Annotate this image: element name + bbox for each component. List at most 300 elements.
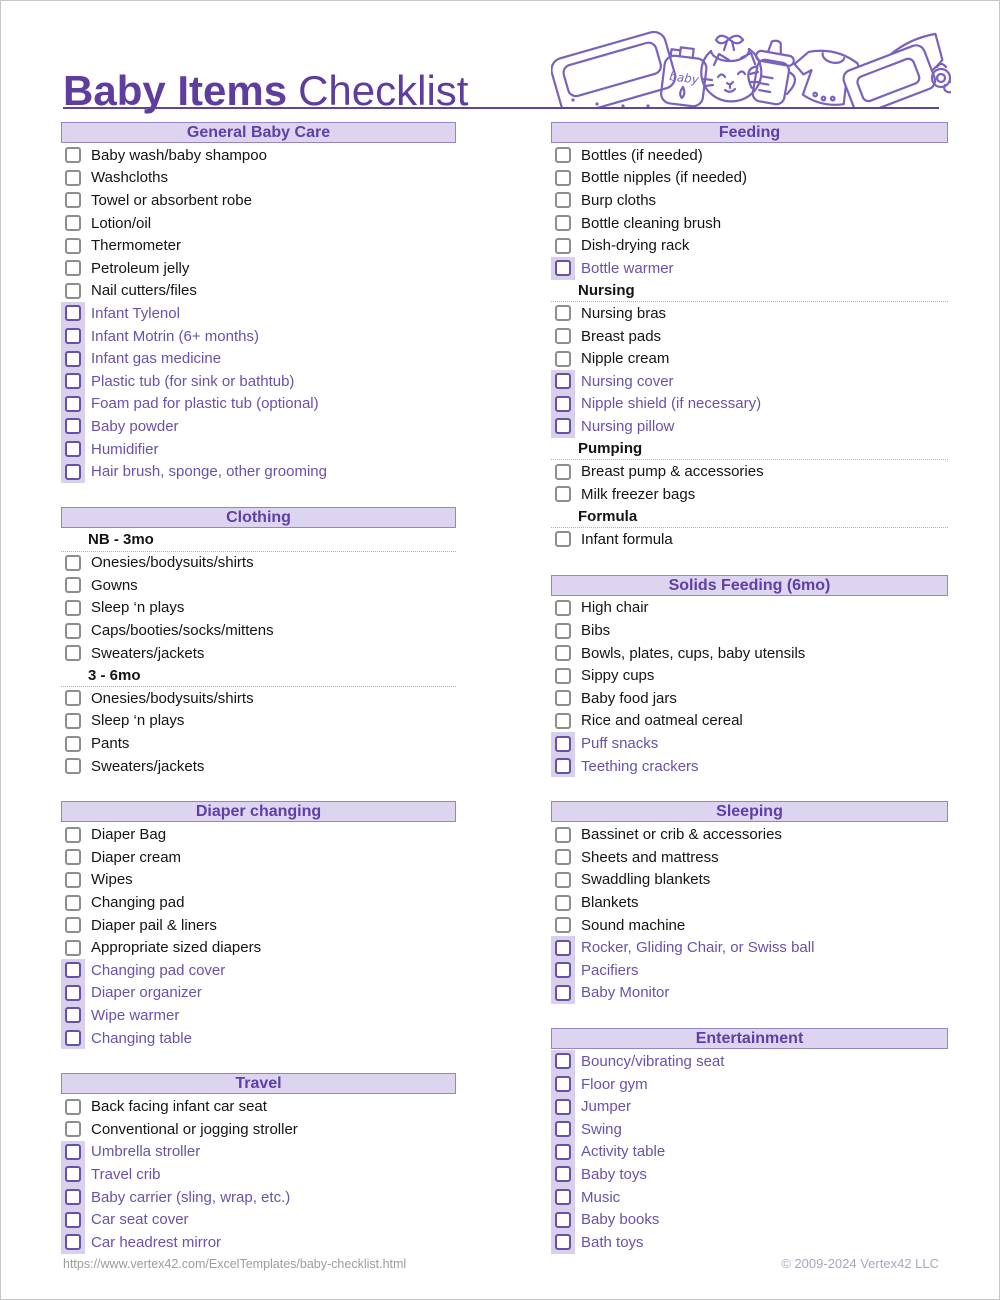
checklist-row: [551, 1163, 948, 1186]
checklist-row: [551, 1050, 948, 1073]
subsection-header: [551, 506, 948, 529]
checklist-row: [61, 460, 456, 483]
item-label: Baby carrier (sling, wrap, etc.): [91, 1188, 291, 1206]
checklist-row: [61, 280, 456, 303]
checkbox[interactable]: [555, 985, 571, 1001]
checklist-row: [61, 1141, 456, 1164]
section-body: [61, 143, 456, 483]
item-label: Bottle cleaning brush: [581, 214, 722, 232]
item-label: Bassinet or crib & accessories: [581, 826, 782, 844]
checklist-row: [61, 415, 456, 438]
checkbox-cell: [61, 393, 85, 416]
checkbox[interactable]: [555, 192, 571, 208]
checkbox-cell: [61, 959, 85, 982]
checkbox-cell: [551, 167, 575, 190]
checkbox-cell: [61, 936, 85, 959]
checkbox[interactable]: [65, 396, 81, 412]
checkbox[interactable]: [65, 940, 81, 956]
checklist-row: [551, 642, 948, 665]
checkbox[interactable]: [555, 486, 571, 502]
item-label: Nursing pillow: [581, 417, 675, 435]
item-label: Rocker, Gliding Chair, or Swiss ball: [581, 939, 815, 957]
item-label: High chair: [581, 599, 649, 617]
item-label: Sleep ‘n plays: [91, 712, 185, 730]
checkbox[interactable]: [555, 1144, 571, 1160]
section: [551, 122, 948, 551]
checkbox-cell: [551, 1050, 575, 1073]
checkbox-cell: [551, 687, 575, 710]
checkbox-cell: [61, 1027, 85, 1050]
checklist-row: [61, 1118, 456, 1141]
checklist-row: [551, 664, 948, 687]
checkbox[interactable]: [555, 1053, 571, 1069]
checkbox[interactable]: [555, 668, 571, 684]
checklist-row: [61, 370, 456, 393]
checklist-row: [61, 1027, 456, 1050]
checkbox-cell: [551, 664, 575, 687]
checkbox[interactable]: [555, 1166, 571, 1182]
item-label: Infant Motrin (6+ months): [91, 327, 259, 345]
item-label: Bottle warmer: [581, 259, 674, 277]
checkbox[interactable]: [555, 1212, 571, 1228]
bottle-label-text: baby: [668, 69, 700, 87]
item-label: Plastic tub (for sink or bathtub): [91, 372, 295, 390]
checkbox-cell: [61, 1163, 85, 1186]
checkbox-cell: [61, 732, 85, 755]
footer: [63, 1256, 939, 1271]
item-label: Bowls, plates, cups, baby utensils: [581, 644, 806, 662]
checkbox[interactable]: [555, 690, 571, 706]
section: [61, 801, 456, 1049]
section-body: [61, 528, 456, 778]
checklist-row: [551, 914, 948, 937]
section: [61, 1073, 456, 1253]
checkbox-cell: [61, 415, 85, 438]
item-label: Travel crib: [91, 1165, 161, 1183]
checkbox-cell: [61, 891, 85, 914]
checkbox-cell: [551, 347, 575, 370]
checkbox-cell: [61, 1004, 85, 1027]
checkbox-cell: [61, 1208, 85, 1231]
checkbox[interactable]: [555, 962, 571, 978]
checkbox-cell: [61, 460, 85, 483]
checklist-row: [61, 823, 456, 846]
checkbox-cell: [61, 189, 85, 212]
checkbox-cell: [551, 1163, 575, 1186]
checkbox[interactable]: [65, 600, 81, 616]
subsection-header: [551, 280, 948, 303]
checkbox[interactable]: [65, 418, 81, 434]
item-label: Nail cutters/files: [91, 282, 197, 300]
checkbox-cell: [61, 144, 85, 167]
checklist-row: [551, 370, 948, 393]
checklist-row: [61, 1004, 456, 1027]
item-label: Gowns: [91, 576, 138, 594]
checkbox[interactable]: [65, 260, 81, 276]
checkbox[interactable]: [555, 1234, 571, 1250]
item-label: Infant formula: [581, 530, 673, 548]
checkbox-cell: [551, 710, 575, 733]
checkbox[interactable]: [65, 1144, 81, 1160]
section-header: Feeding: [551, 122, 948, 143]
checklist-row: [61, 1186, 456, 1209]
checkbox-cell: [61, 1231, 85, 1254]
item-label: Jumper: [581, 1098, 632, 1116]
item-label: Infant Tylenol: [91, 304, 180, 322]
checklist-columns: [61, 122, 948, 1254]
checkbox[interactable]: [65, 305, 81, 321]
checkbox-cell: [61, 755, 85, 778]
page-title: [63, 65, 468, 117]
page-title-regular: Checklist: [298, 67, 469, 115]
checklist-row: [551, 1118, 948, 1141]
section: [61, 507, 456, 778]
checklist-row: [551, 1095, 948, 1118]
checklist-row: [61, 1231, 456, 1254]
checklist-row: [61, 257, 456, 280]
checkbox[interactable]: [65, 283, 81, 299]
checkbox-cell: [61, 212, 85, 235]
checkbox[interactable]: [65, 1212, 81, 1228]
item-label: Baby toys: [581, 1165, 647, 1183]
checkbox[interactable]: [65, 985, 81, 1001]
item-label: Wipe warmer: [91, 1006, 180, 1024]
checklist-row: [551, 1208, 948, 1231]
section-header: Sleeping: [551, 801, 948, 822]
checkbox-cell: [551, 732, 575, 755]
item-label: Sweaters/jackets: [91, 757, 205, 775]
item-label: Nursing bras: [581, 304, 667, 322]
checkbox-cell: [551, 189, 575, 212]
item-label: Back facing infant car seat: [91, 1098, 267, 1116]
item-label: Baby food jars: [581, 689, 677, 707]
checkbox-cell: [551, 528, 575, 551]
checkbox-cell: [551, 891, 575, 914]
subsection-header: [61, 664, 456, 687]
checklist-row: [61, 574, 456, 597]
checkbox[interactable]: [65, 555, 81, 571]
section-header: General Baby Care: [61, 122, 456, 143]
checkbox-cell: [551, 483, 575, 506]
subsection-label: Nursing: [578, 281, 635, 299]
checklist-row: [61, 393, 456, 416]
checkbox[interactable]: [65, 917, 81, 933]
checklist-row: [551, 597, 948, 620]
item-label: Sippy cups: [581, 667, 655, 685]
checkbox[interactable]: [65, 1099, 81, 1115]
item-label: Nipple shield (if necessary): [581, 395, 762, 413]
item-label: Foam pad for plastic tub (optional): [91, 395, 319, 413]
checkbox[interactable]: [65, 1166, 81, 1182]
checkbox[interactable]: [65, 1121, 81, 1137]
section-body: [551, 143, 948, 551]
checklist-row: [551, 891, 948, 914]
checkbox-cell: [61, 687, 85, 710]
checklist-row: [551, 460, 948, 483]
checklist-row: [61, 959, 456, 982]
checkbox[interactable]: [65, 1234, 81, 1250]
checkbox[interactable]: [65, 713, 81, 729]
item-label: Onesies/bodysuits/shirts: [91, 554, 254, 572]
checkbox[interactable]: [65, 895, 81, 911]
subsection-label: NB - 3mo: [88, 531, 154, 549]
section-header: Diaper changing: [61, 801, 456, 822]
checkbox[interactable]: [555, 827, 571, 843]
checkbox-cell: [61, 370, 85, 393]
section-header: Solids Feeding (6mo): [551, 575, 948, 596]
checkbox-cell: [551, 1073, 575, 1096]
checklist-row: [61, 687, 456, 710]
item-label: Teething crackers: [581, 757, 699, 775]
checkbox[interactable]: [555, 531, 571, 547]
checkbox[interactable]: [555, 872, 571, 888]
checkbox-cell: [61, 1118, 85, 1141]
footer-url: https://www.vertex42.com/ExcelTemplates/baby-checklist.html: [63, 1257, 407, 1271]
item-label: Infant gas medicine: [91, 350, 222, 368]
checkbox[interactable]: [65, 690, 81, 706]
item-label: Wipes: [91, 871, 133, 889]
item-label: Sheets and mattress: [581, 848, 719, 866]
checkbox[interactable]: [555, 170, 571, 186]
checkbox-cell: [551, 823, 575, 846]
checkbox[interactable]: [65, 147, 81, 163]
checklist-row: [61, 1208, 456, 1231]
checkbox[interactable]: [65, 464, 81, 480]
page-title-bold: Baby Items: [63, 67, 288, 115]
checkbox[interactable]: [65, 1007, 81, 1023]
checkbox[interactable]: [555, 328, 571, 344]
checkbox[interactable]: [65, 623, 81, 639]
column: [61, 122, 456, 1254]
checkbox[interactable]: [65, 373, 81, 389]
checkbox[interactable]: [555, 895, 571, 911]
title-divider: [63, 107, 939, 109]
footer-copyright: © 2009-2024 Vertex42 LLC: [781, 1256, 939, 1271]
crib-mat-icon: [551, 29, 678, 109]
checkbox[interactable]: [65, 1030, 81, 1046]
checklist-row: [61, 755, 456, 778]
section-body: [551, 822, 948, 1004]
checkbox-cell: [551, 302, 575, 325]
subsection-label: Pumping: [578, 440, 643, 458]
checkbox-cell: [551, 936, 575, 959]
checklist-row: [551, 1141, 948, 1164]
checkbox-cell: [61, 302, 85, 325]
section: [61, 122, 456, 483]
item-label: Burp cloths: [581, 191, 657, 209]
checkbox[interactable]: [555, 917, 571, 933]
checkbox[interactable]: [65, 758, 81, 774]
checkbox[interactable]: [555, 396, 571, 412]
checkbox-cell: [61, 1186, 85, 1209]
checkbox-cell: [61, 1095, 85, 1118]
checkbox[interactable]: [65, 192, 81, 208]
checkbox-cell: [551, 393, 575, 416]
checklist-row: [61, 438, 456, 461]
item-label: Music: [581, 1188, 621, 1206]
checkbox[interactable]: [65, 441, 81, 457]
checkbox[interactable]: [65, 645, 81, 661]
section: [551, 1028, 948, 1253]
item-label: Conventional or jogging stroller: [91, 1120, 298, 1138]
item-label: Petroleum jelly: [91, 259, 190, 277]
checkbox-cell: [551, 597, 575, 620]
checklist-row: [551, 982, 948, 1005]
item-label: Swaddling blankets: [581, 871, 711, 889]
item-label: Bath toys: [581, 1233, 644, 1251]
checkbox[interactable]: [65, 238, 81, 254]
item-label: Umbrella stroller: [91, 1143, 201, 1161]
item-label: Puff snacks: [581, 735, 659, 753]
checklist-row: [61, 325, 456, 348]
item-label: Appropriate sized diapers: [91, 939, 262, 957]
checkbox-cell: [551, 619, 575, 642]
checklist-row: [61, 710, 456, 733]
checkbox-cell: [551, 1118, 575, 1141]
checkbox[interactable]: [555, 147, 571, 163]
item-label: Nursing cover: [581, 372, 674, 390]
item-label: Bottles (if needed): [581, 146, 703, 164]
item-label: Thermometer: [91, 237, 182, 255]
checklist-row: [61, 846, 456, 869]
checklist-row: [61, 642, 456, 665]
checklist-row: [551, 212, 948, 235]
checkbox[interactable]: [555, 418, 571, 434]
checkbox[interactable]: [65, 827, 81, 843]
item-label: Towel or absorbent robe: [91, 191, 252, 209]
checkbox-cell: [551, 642, 575, 665]
checkbox-cell: [551, 370, 575, 393]
item-label: Bibs: [581, 622, 611, 640]
checkbox[interactable]: [555, 464, 571, 480]
checkbox-cell: [61, 438, 85, 461]
checklist-row: [61, 1095, 456, 1118]
checkbox[interactable]: [555, 1121, 571, 1137]
section: [551, 801, 948, 1004]
checkbox[interactable]: [65, 328, 81, 344]
item-label: Caps/booties/socks/mittens: [91, 622, 274, 640]
checklist-row: [61, 212, 456, 235]
section-header: Entertainment: [551, 1028, 948, 1049]
checkbox[interactable]: [555, 623, 571, 639]
checkbox-cell: [61, 597, 85, 620]
checkbox[interactable]: [555, 260, 571, 276]
checklist-row: [551, 189, 948, 212]
checklist-row: [61, 914, 456, 937]
checkbox[interactable]: [65, 872, 81, 888]
checkbox[interactable]: [65, 577, 81, 593]
item-label: Pacifiers: [581, 961, 639, 979]
section-body: [551, 1049, 948, 1253]
checkbox[interactable]: [555, 849, 571, 865]
item-label: Diaper Bag: [91, 826, 167, 844]
checkbox-cell: [551, 914, 575, 937]
checkbox[interactable]: [65, 351, 81, 367]
item-label: Baby wash/baby shampoo: [91, 146, 267, 164]
item-label: Floor gym: [581, 1075, 648, 1093]
section-body: [61, 1094, 456, 1253]
item-label: Diaper cream: [91, 848, 182, 866]
checkbox-cell: [551, 257, 575, 280]
item-label: Car headrest mirror: [91, 1233, 222, 1251]
checkbox-cell: [551, 846, 575, 869]
checklist-row: [551, 325, 948, 348]
checkbox-cell: [61, 914, 85, 937]
checkbox[interactable]: [555, 645, 571, 661]
item-label: Sleep ‘n plays: [91, 599, 185, 617]
item-label: Changing pad cover: [91, 961, 226, 979]
checkbox-cell: [551, 212, 575, 235]
checkbox[interactable]: [555, 238, 571, 254]
checkbox-cell: [551, 325, 575, 348]
checklist-row: [551, 710, 948, 733]
checklist-row: [61, 891, 456, 914]
checkbox-cell: [61, 167, 85, 190]
subsection-header: [61, 529, 456, 552]
checkbox[interactable]: [555, 940, 571, 956]
checkbox[interactable]: [555, 215, 571, 231]
checkbox[interactable]: [555, 1189, 571, 1205]
checkbox[interactable]: [65, 736, 81, 752]
checkbox-cell: [551, 1186, 575, 1209]
checkbox[interactable]: [555, 1099, 571, 1115]
checkbox[interactable]: [555, 351, 571, 367]
item-label: Baby powder: [91, 417, 179, 435]
checkbox[interactable]: [65, 849, 81, 865]
checkbox-cell: [61, 257, 85, 280]
checkbox-cell: [551, 1208, 575, 1231]
checkbox[interactable]: [555, 373, 571, 389]
checklist-row: [551, 302, 948, 325]
item-label: Hair brush, sponge, other grooming: [91, 463, 327, 481]
checklist-row: [61, 597, 456, 620]
subsection-label: Formula: [578, 507, 638, 525]
checklist-row: [61, 302, 456, 325]
item-label: Humidifier: [91, 440, 159, 458]
item-label: Swing: [581, 1120, 622, 1138]
checkbox-cell: [551, 959, 575, 982]
checkbox[interactable]: [555, 305, 571, 321]
checkbox[interactable]: [555, 713, 571, 729]
item-label: Lotion/oil: [91, 214, 152, 232]
item-label: Sweaters/jackets: [91, 644, 205, 662]
checkbox[interactable]: [555, 736, 571, 752]
checkbox[interactable]: [65, 962, 81, 978]
checkbox[interactable]: [555, 1076, 571, 1092]
checkbox-cell: [551, 415, 575, 438]
checkbox-cell: [61, 280, 85, 303]
checkbox[interactable]: [555, 758, 571, 774]
checklist-row: [61, 347, 456, 370]
checklist-row: [551, 1186, 948, 1209]
checkbox[interactable]: [65, 1189, 81, 1205]
checkbox[interactable]: [65, 170, 81, 186]
checkbox-cell: [61, 846, 85, 869]
checklist-row: [551, 483, 948, 506]
wipes-pack-icon: [841, 43, 938, 109]
checklist-row: [551, 234, 948, 257]
item-label: Sound machine: [581, 916, 686, 934]
item-label: Activity table: [581, 1143, 666, 1161]
checkbox-cell: [551, 1231, 575, 1254]
item-label: Changing pad: [91, 894, 185, 912]
checklist-row: [551, 619, 948, 642]
item-label: Dish-drying rack: [581, 237, 690, 255]
checkbox[interactable]: [555, 600, 571, 616]
checkbox[interactable]: [65, 215, 81, 231]
item-label: Bottle nipples (if needed): [581, 169, 747, 187]
item-label: Baby Monitor: [581, 984, 670, 1002]
